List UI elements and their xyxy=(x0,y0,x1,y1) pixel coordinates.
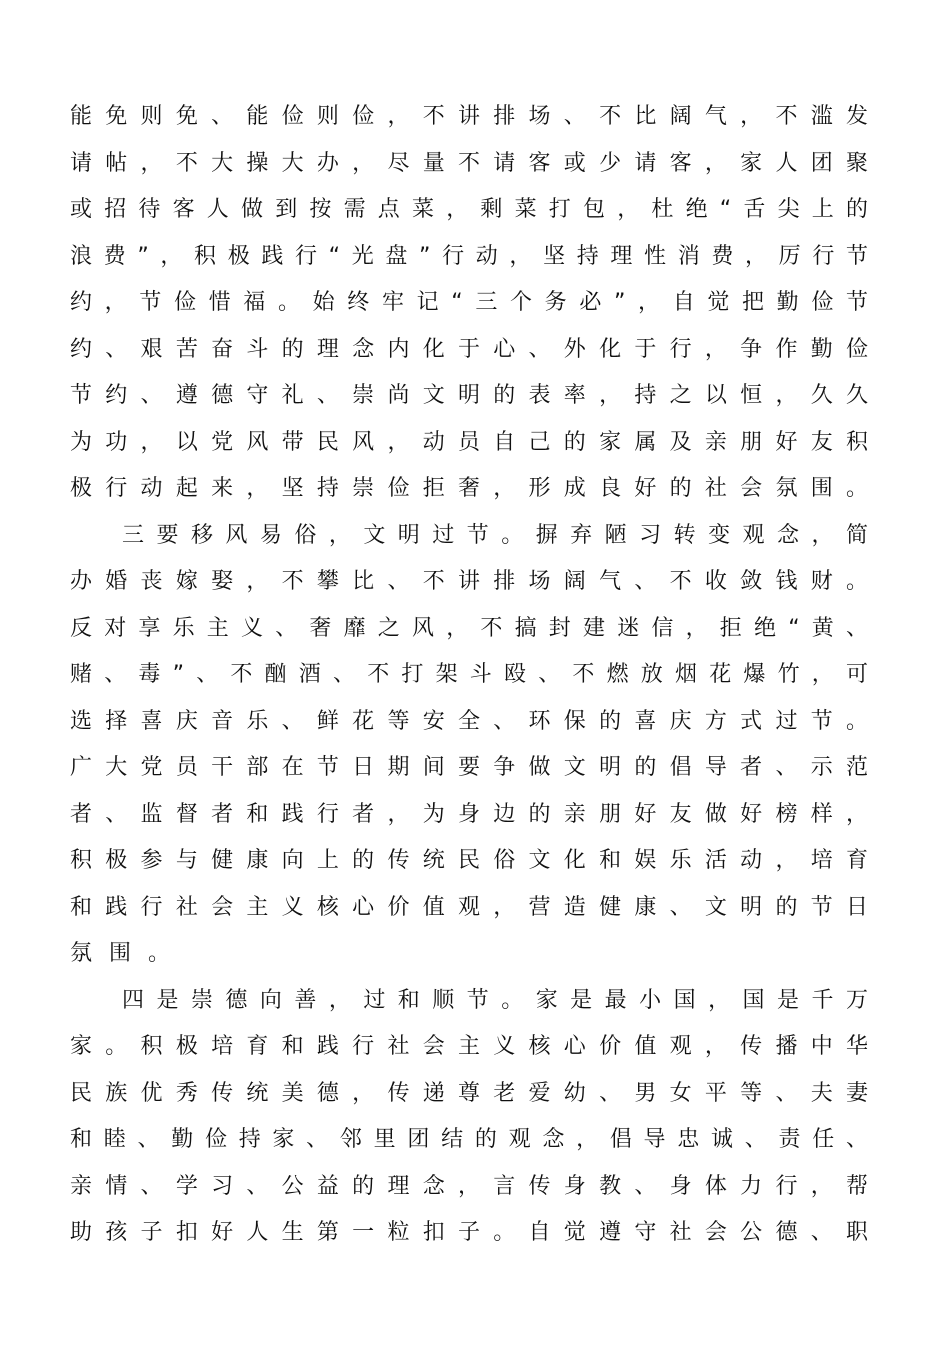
text-line: 或招待客人做到按需点菜，剩菜打包，杜绝“舌尖上的 xyxy=(70,197,870,222)
text-line: 为功，以党风带民风，动员自己的家属及亲朋好友积 xyxy=(70,429,870,455)
text-line: 者、监督者和践行者，为身边的亲朋好友做好榜样， xyxy=(70,801,870,827)
text-line: 选择喜庆音乐、鲜花等安全、环保的喜庆方式过节。 xyxy=(70,708,870,734)
text-line: 赌、毒”、不酗酒、不打架斗殴、不燃放烟花爆竹，可 xyxy=(70,662,870,687)
text-line: 和睦、勤俭持家、邻里团结的观念，倡导忠诚、责任、 xyxy=(70,1127,870,1152)
paragraph-start-line: 三要移风易俗，文明过节。摒弃陋习转变观念，简 xyxy=(122,522,870,548)
text-line: 能免则免、能俭则俭，不讲排场、不比阔气，不滥发 xyxy=(70,104,870,129)
text-line: 浪费”，积极践行“光盘”行动，坚持理性消费，厉行节 xyxy=(70,243,870,269)
text-line: 反对享乐主义、奢靡之风，不搞封建迷信，拒绝“黄、 xyxy=(70,615,870,641)
text-line: 和践行社会主义核心价值观，营造健康、文明的节日 xyxy=(70,894,870,920)
text-line: 约、艰苦奋斗的理念内化于心、外化于行，争作勤俭 xyxy=(70,336,870,362)
text-line: 办婚丧嫁娶，不攀比、不讲排场阔气、不收敛钱财。 xyxy=(70,569,870,594)
text-line: 约，节俭惜福。始终牢记“三个务必”，自觉把勤俭节 xyxy=(70,290,870,315)
text-line: 节约、遵德守礼、崇尚文明的表率，持之以恒，久久 xyxy=(70,383,870,408)
text-line: 民族优秀传统美德，传递尊老爱幼、男女平等、夫妻 xyxy=(70,1080,870,1106)
paragraph-start-line: 四是崇德向善，过和顺节。家是最小国，国是千万 xyxy=(122,987,870,1013)
text-line: 极行动起来，坚持崇俭拒奢，形成良好的社会氛围。 xyxy=(70,476,870,501)
text-line: 亲情、学习、公益的理念，言传身教、身体力行，帮 xyxy=(70,1173,870,1199)
text-line: 助孩子扣好人生第一粒扣子。自觉遵守社会公德、职 xyxy=(70,1220,870,1245)
paragraph-end-line: 氛围。 xyxy=(70,941,188,966)
text-line: 请帖，不大操大办，尽量不请客或少请客，家人团聚 xyxy=(70,150,870,176)
text-line: 家。积极培育和践行社会主义核心价值观，传播中华 xyxy=(70,1034,870,1059)
body-text xyxy=(70,94,870,1257)
text-line: 积极参与健康向上的传统民俗文化和娱乐活动，培育 xyxy=(70,848,870,873)
text-line: 广大党员干部在节日期间要争做文明的倡导者、示范 xyxy=(70,755,870,780)
